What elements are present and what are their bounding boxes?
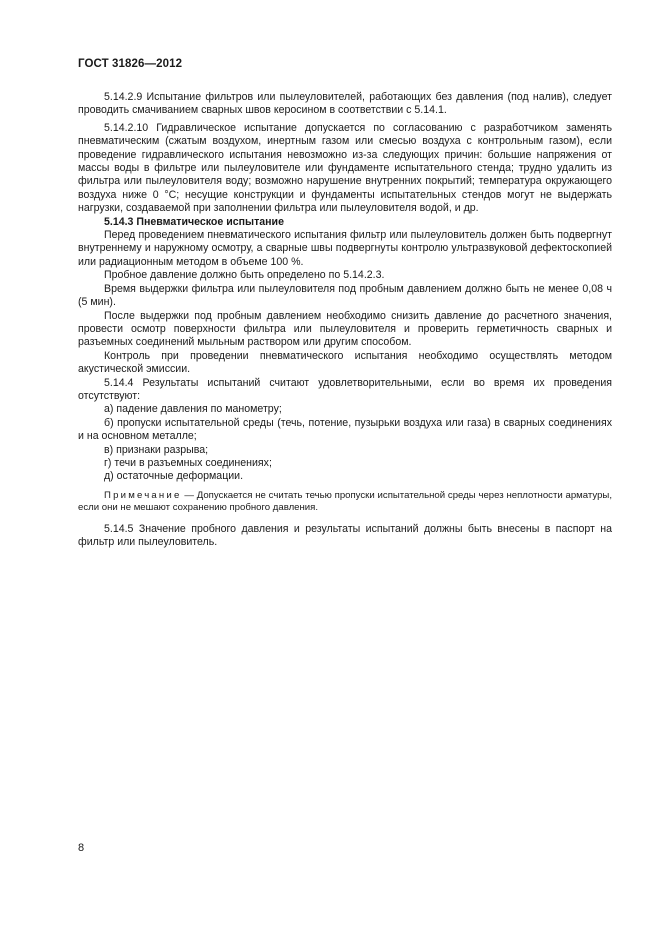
note-lead: Примечание [104, 489, 182, 501]
paragraph-5-14-2-10: 5.14.2.10 Гидравлическое испытание допускается по согласованию с разработчиком заменять пневматическим (сжатым воздухом, инертным газом или смесью воздуха с контрольным газом), если проведение гидравлического испытания невозможно из-за следующих причин: большие напряжения от массы воды в фильтре или пылеуловителе или фундаменте испытательного стенда; трудно удалить из фильтра или пылеуловителя воду; возможно нарушение внутренних покрытий; температура окружающего воздуха ниже 0 °С; несущие конструкции и фундаменты испытательных стендов могут не выдержать нагрузки, создаваемой при заполнении фильтра или пылеуловителя водой, и др. [78, 121, 612, 215]
document-body [78, 91, 612, 549]
list-item-a: а) падение давления по манометру; [104, 403, 282, 416]
list-item-g: г) течи в разъемных соединениях; [104, 456, 272, 469]
note [78, 490, 612, 515]
paragraph-hold-time: Время выдержки фильтра или пылеуловителя под пробным давлением должно быть не менее 0,08 ч (5 мин). [78, 282, 612, 309]
paragraph-5-14-2-9: 5.14.2.9 Испытание фильтров или пылеуловителей, работающих без давления (под налив), следует проводить смачиванием сварных швов керосином в соответствии с 5.14.1. [78, 91, 612, 117]
paragraph-acoustic-control: Контроль при проведении пневматического испытания необходимо осуществлять методом акустической эмиссии. [78, 349, 612, 376]
paragraph-test-pressure: Пробное давление должно быть определено по 5.14.2.3. [104, 269, 385, 282]
page-number: 8 [78, 842, 85, 854]
paragraph-after-hold: После выдержки под пробным давлением необходимо снизить давление до расчетного значения, провести осмотр поверхности фильтра или пылеуловителя и проверить герметичность сварных и разъемных соединений мыльным раствором или другим способом. [78, 309, 612, 349]
list-item-v: в) признаки разрыва; [104, 443, 209, 456]
section-heading-5-14-3: 5.14.3 Пневматическое испытание [104, 215, 284, 228]
list-item-d: д) остаточные деформации. [104, 470, 244, 483]
document-header: ГОСТ 31826—2012 [78, 58, 183, 70]
paragraph-5-14-4: 5.14.4 Результаты испытаний считают удовлетворительными, если во время их проведения отсутствуют: [78, 376, 612, 402]
list-item-b: б) пропуски испытательной среды (течь, потение, пузырьки воздуха или газа) в сварных соединениях и на основном металле; [78, 416, 612, 443]
paragraph-5-14-5: 5.14.5 Значение пробного давления и результаты испытаний должны быть внесены в паспорт на фильтр или пылеуловитель. [78, 522, 612, 548]
note-text: — Допускается не считать течью пропуски испытательной среды через неплотности арматуры, если они не мешают сохранению пробного давления. [78, 489, 612, 514]
paragraph-inspection: Перед проведением пневматического испытания фильтр или пылеуловитель должен быть подвергнут внутреннему и наружному осмотру, а сварные швы подвергнуты контролю ультразвуковой дефектоскопией или радиационным методом в объеме 100 %. [78, 229, 612, 268]
